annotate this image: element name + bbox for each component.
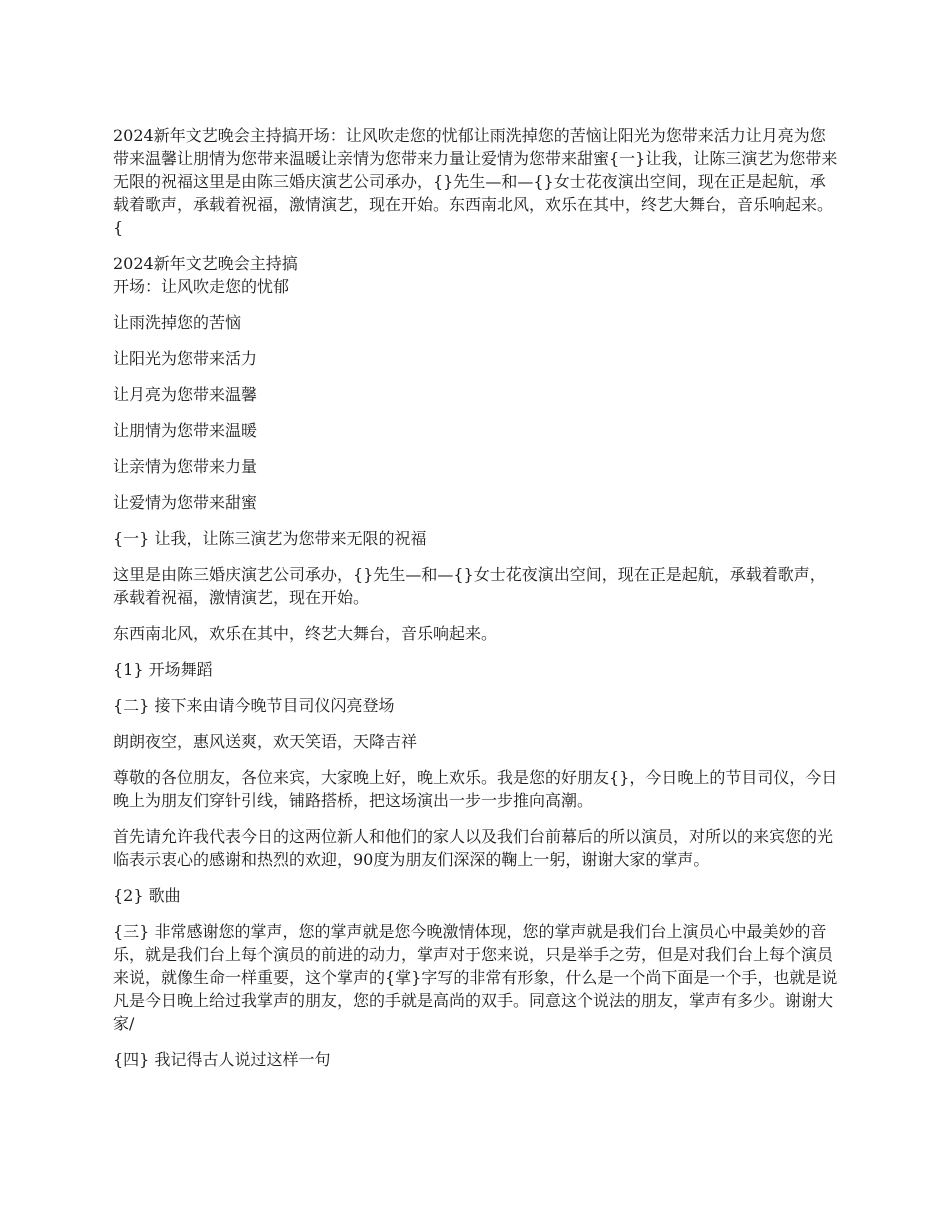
text-paragraph: 首先请允许我代表今日的这两位新人和他们的家人以及我们台前幕后的所以演员，对所以的来宾您的光临表示衷心的感谢和热烈的欢迎，90度为朋友们深深的鞠上一躬，谢谢大家的掌声。 — [113, 827, 834, 869]
text-line: 让阳光为您带来活力 — [113, 349, 258, 368]
text-line: 让爱情为您带来甜蜜 — [113, 493, 258, 512]
section-heading: {一} 让我，让陈三演艺为您带来无限的祝福 — [113, 529, 427, 548]
text-line: 让朋情为您带来温暖 — [113, 421, 258, 440]
section-heading: {二} 接下来由请今晚节目司仪闪亮登场 — [113, 696, 395, 715]
text-line: 让雨洗掉您的苦恼 — [113, 313, 242, 332]
text-line: 朗朗夜空，惠风送爽，欢天笑语，天降吉祥 — [113, 732, 418, 751]
text-line: 让亲情为您带来力量 — [113, 457, 258, 476]
document-page — [113, 124, 839, 1084]
text-paragraph: 这里是由陈三婚庆演艺公司承办，{}先生—和—{}女士花夜演出空间，现在正是起航，承载着歌声，承载着祝福，激情演艺，现在开始。 — [113, 565, 826, 607]
text-paragraph: 尊敬的各位朋友，各位来宾，大家晚上好，晚上欢乐。我是您的好朋友{}，今日晚上的节目司仪，今日晚上为朋友们穿针引线，铺路搭桥，把这场演出一步一步推向高潮。 — [113, 768, 838, 810]
text-paragraph: {三} 非常感谢您的掌声，您的掌声就是您今晚激情体现，您的掌声就是我们台上演员心中最美妙的音乐，就是我们台上每个演员的前进的动力，掌声对于您来说，只是举手之劳，但是对我们台上每个演员来说，就像生命一样重要，这个掌声的{掌}字写的非常有形象，什么是一个尚下面是一个手，也就是说凡是今日晚上给过我掌声的朋友，您的手就是高尚的双手。同意这个说法的朋友，掌声有多少。谢谢大家/ — [113, 922, 838, 1033]
title-line: 2024新年文艺晚会主持搞 — [113, 254, 298, 273]
program-item: {1} 开场舞蹈 — [113, 660, 213, 679]
opening-line: 开场：让风吹走您的忧郁 — [113, 277, 290, 296]
text-line: 让月亮为您带来温馨 — [113, 385, 258, 404]
program-item: {2} 歌曲 — [113, 886, 181, 905]
text-line: 东西南北风，欢乐在其中，终艺大舞台，音乐响起来。 — [113, 624, 498, 643]
intro-paragraph: 2024新年文艺晚会主持搞开场：让风吹走您的忧郁让雨洗掉您的苦恼让阳光为您带来活力让月亮为您带来温馨让朋情为您带来温暖让亲情为您带来力量让爱情为您带来甜蜜{一}让我，让陈三演艺为您带来无限的祝福这里是由陈三婚庆演艺公司承办，{}先生—和—{}女士花夜演出空间，现在正是起航，承载着歌声，承载着祝福，激情演艺，现在开始。东西南北风，欢乐在其中，终艺大舞台，音乐响起来。{ — [113, 126, 838, 237]
section-heading: {四} 我记得古人说过这样一句 — [113, 1050, 331, 1069]
